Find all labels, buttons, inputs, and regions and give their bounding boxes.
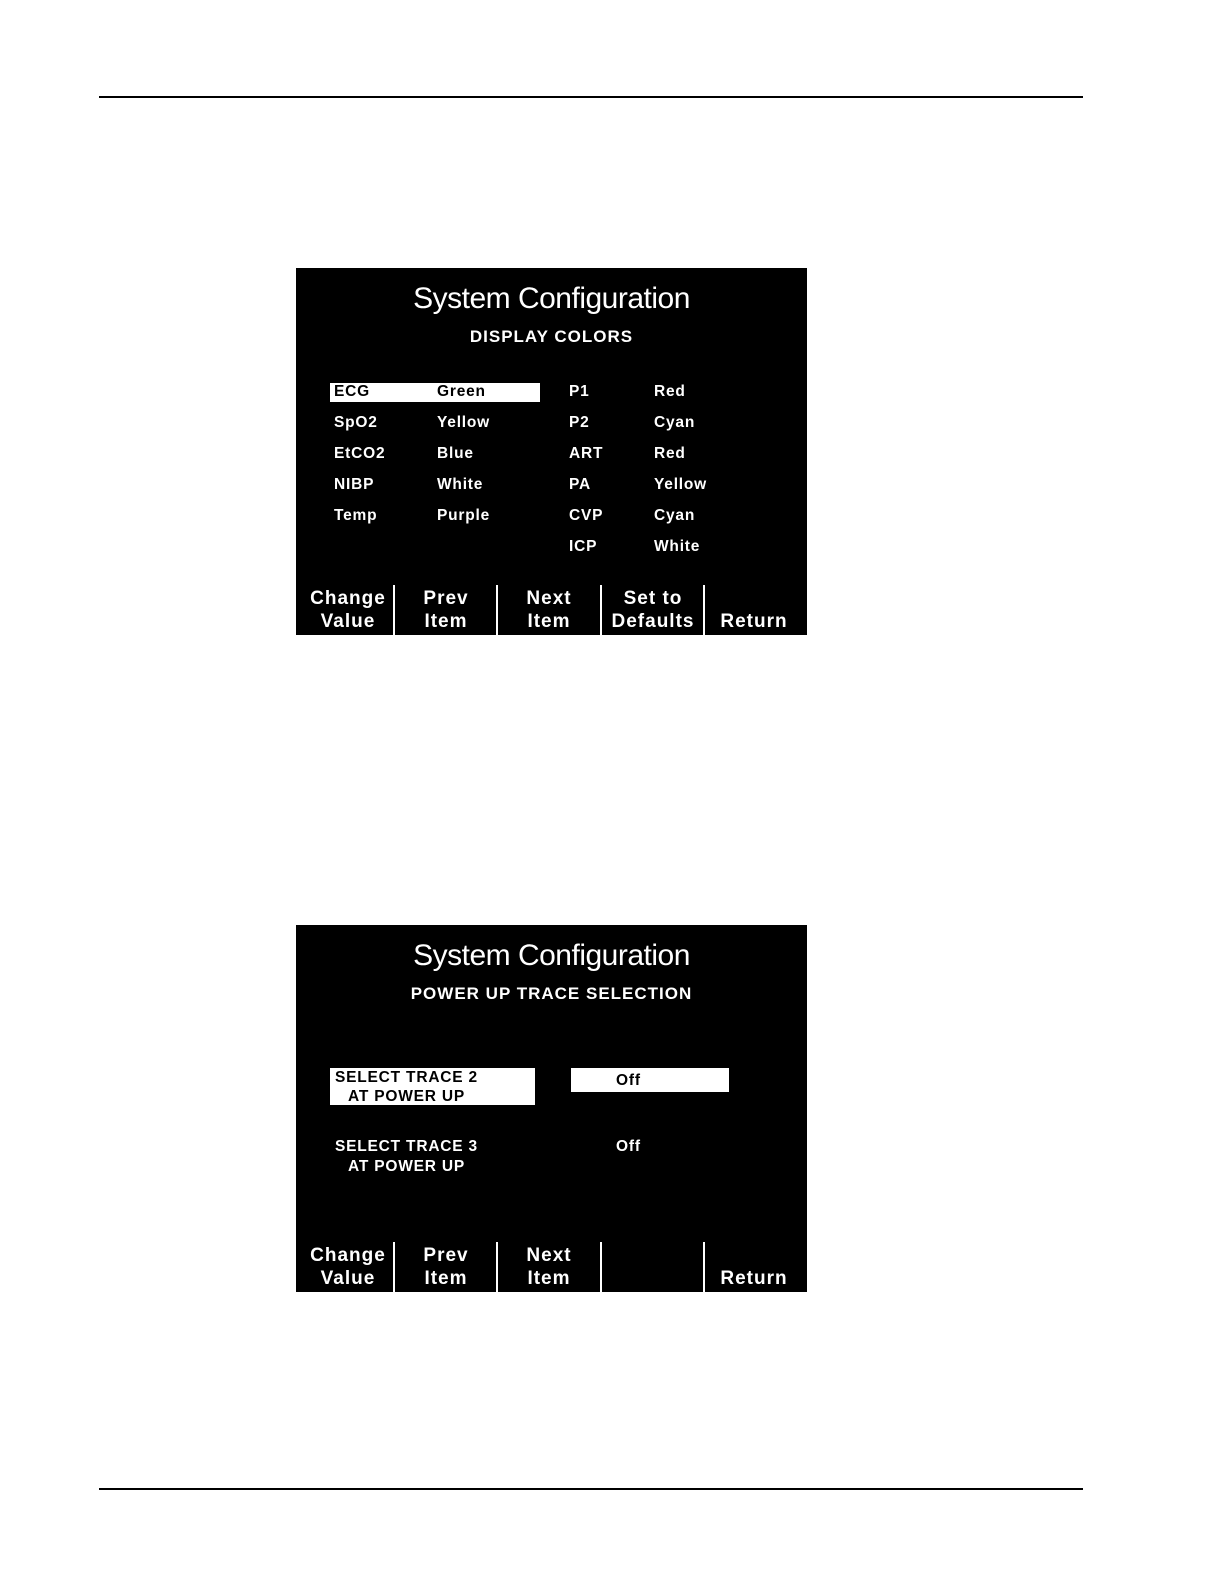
item-label-line2: AT POWER UP (348, 1088, 466, 1105)
item-label-line1: SELECT TRACE 3 (335, 1138, 478, 1155)
item-label: P1 (569, 383, 590, 400)
item-label: Temp (334, 507, 378, 524)
screen-title: System Configuration (413, 939, 690, 972)
next-item-softkey[interactable] (497, 583, 601, 635)
select-trace-2-item[interactable] (330, 1068, 535, 1105)
item-value: Cyan (654, 414, 696, 431)
softkey-bar (296, 583, 807, 635)
prev-item-softkey[interactable] (394, 1240, 498, 1292)
item-value: Purple (437, 507, 491, 524)
softkey-line1: Set to (623, 588, 683, 609)
softkey-line1: Change (310, 1245, 386, 1266)
softkey-line1: Next (526, 1245, 572, 1266)
softkey-line1: Next (526, 588, 572, 609)
item-value: White (654, 538, 701, 555)
item-value: Blue (437, 445, 474, 462)
item-value: Off (616, 1072, 641, 1089)
item-value: Red (654, 445, 686, 462)
footer-rule (99, 1488, 1083, 1490)
return-softkey[interactable] (702, 1240, 806, 1292)
screen-subtitle: POWER UP TRACE SELECTION (410, 984, 693, 1003)
softkey-bar (296, 1240, 807, 1292)
softkey-line2: Defaults (611, 611, 695, 632)
item-label: P2 (569, 414, 590, 431)
select-trace-2-value[interactable] (571, 1068, 729, 1092)
prev-item-softkey[interactable] (394, 583, 498, 635)
item-label-line1: SELECT TRACE 2 (335, 1069, 478, 1086)
softkey-line2: Item (527, 1268, 571, 1289)
set-to-defaults-softkey[interactable] (601, 583, 705, 635)
select-trace-3-value[interactable] (616, 1137, 641, 1156)
item-value: Green (437, 383, 486, 400)
softkey-line2: Item (527, 611, 571, 632)
item-value: Red (654, 383, 686, 400)
item-value: Yellow (437, 414, 491, 431)
select-trace-3-item[interactable] (335, 1137, 535, 1177)
screen-subtitle: DISPLAY COLORS (469, 327, 634, 346)
item-label: EtCO2 (334, 445, 386, 462)
power-up-trace-screen (296, 925, 807, 1292)
item-value: Off (616, 1138, 641, 1155)
return-softkey[interactable] (702, 583, 806, 635)
item-label: ART (569, 445, 604, 462)
item-label: PA (569, 476, 591, 493)
softkey-line2: Value (320, 611, 376, 632)
item-value: Yellow (654, 476, 708, 493)
softkey-line2: Item (424, 611, 468, 632)
item-label: ECG (334, 383, 370, 400)
item-label: ICP (569, 538, 598, 555)
softkey-line2: Return (720, 1268, 788, 1289)
item-label: SpO2 (334, 414, 378, 431)
softkey-line2: Return (720, 611, 788, 632)
softkey-line1: Prev (423, 1245, 469, 1266)
change-value-softkey[interactable] (296, 1240, 400, 1292)
item-value: White (437, 476, 484, 493)
item-label: NIBP (334, 476, 375, 493)
change-value-softkey[interactable] (296, 583, 400, 635)
softkey-line2: Value (320, 1268, 376, 1289)
blank-softkey[interactable] (601, 1240, 705, 1292)
softkey-line1: Change (310, 588, 386, 609)
item-label: CVP (569, 507, 604, 524)
item-label-line2: AT POWER UP (348, 1158, 466, 1175)
next-item-softkey[interactable] (497, 1240, 601, 1292)
display-colors-screen (296, 268, 807, 635)
softkey-line1: Prev (423, 588, 469, 609)
header-rule (99, 96, 1083, 98)
softkey-line2: Item (424, 1268, 468, 1289)
screen-title: System Configuration (413, 282, 690, 315)
item-value: Cyan (654, 507, 696, 524)
